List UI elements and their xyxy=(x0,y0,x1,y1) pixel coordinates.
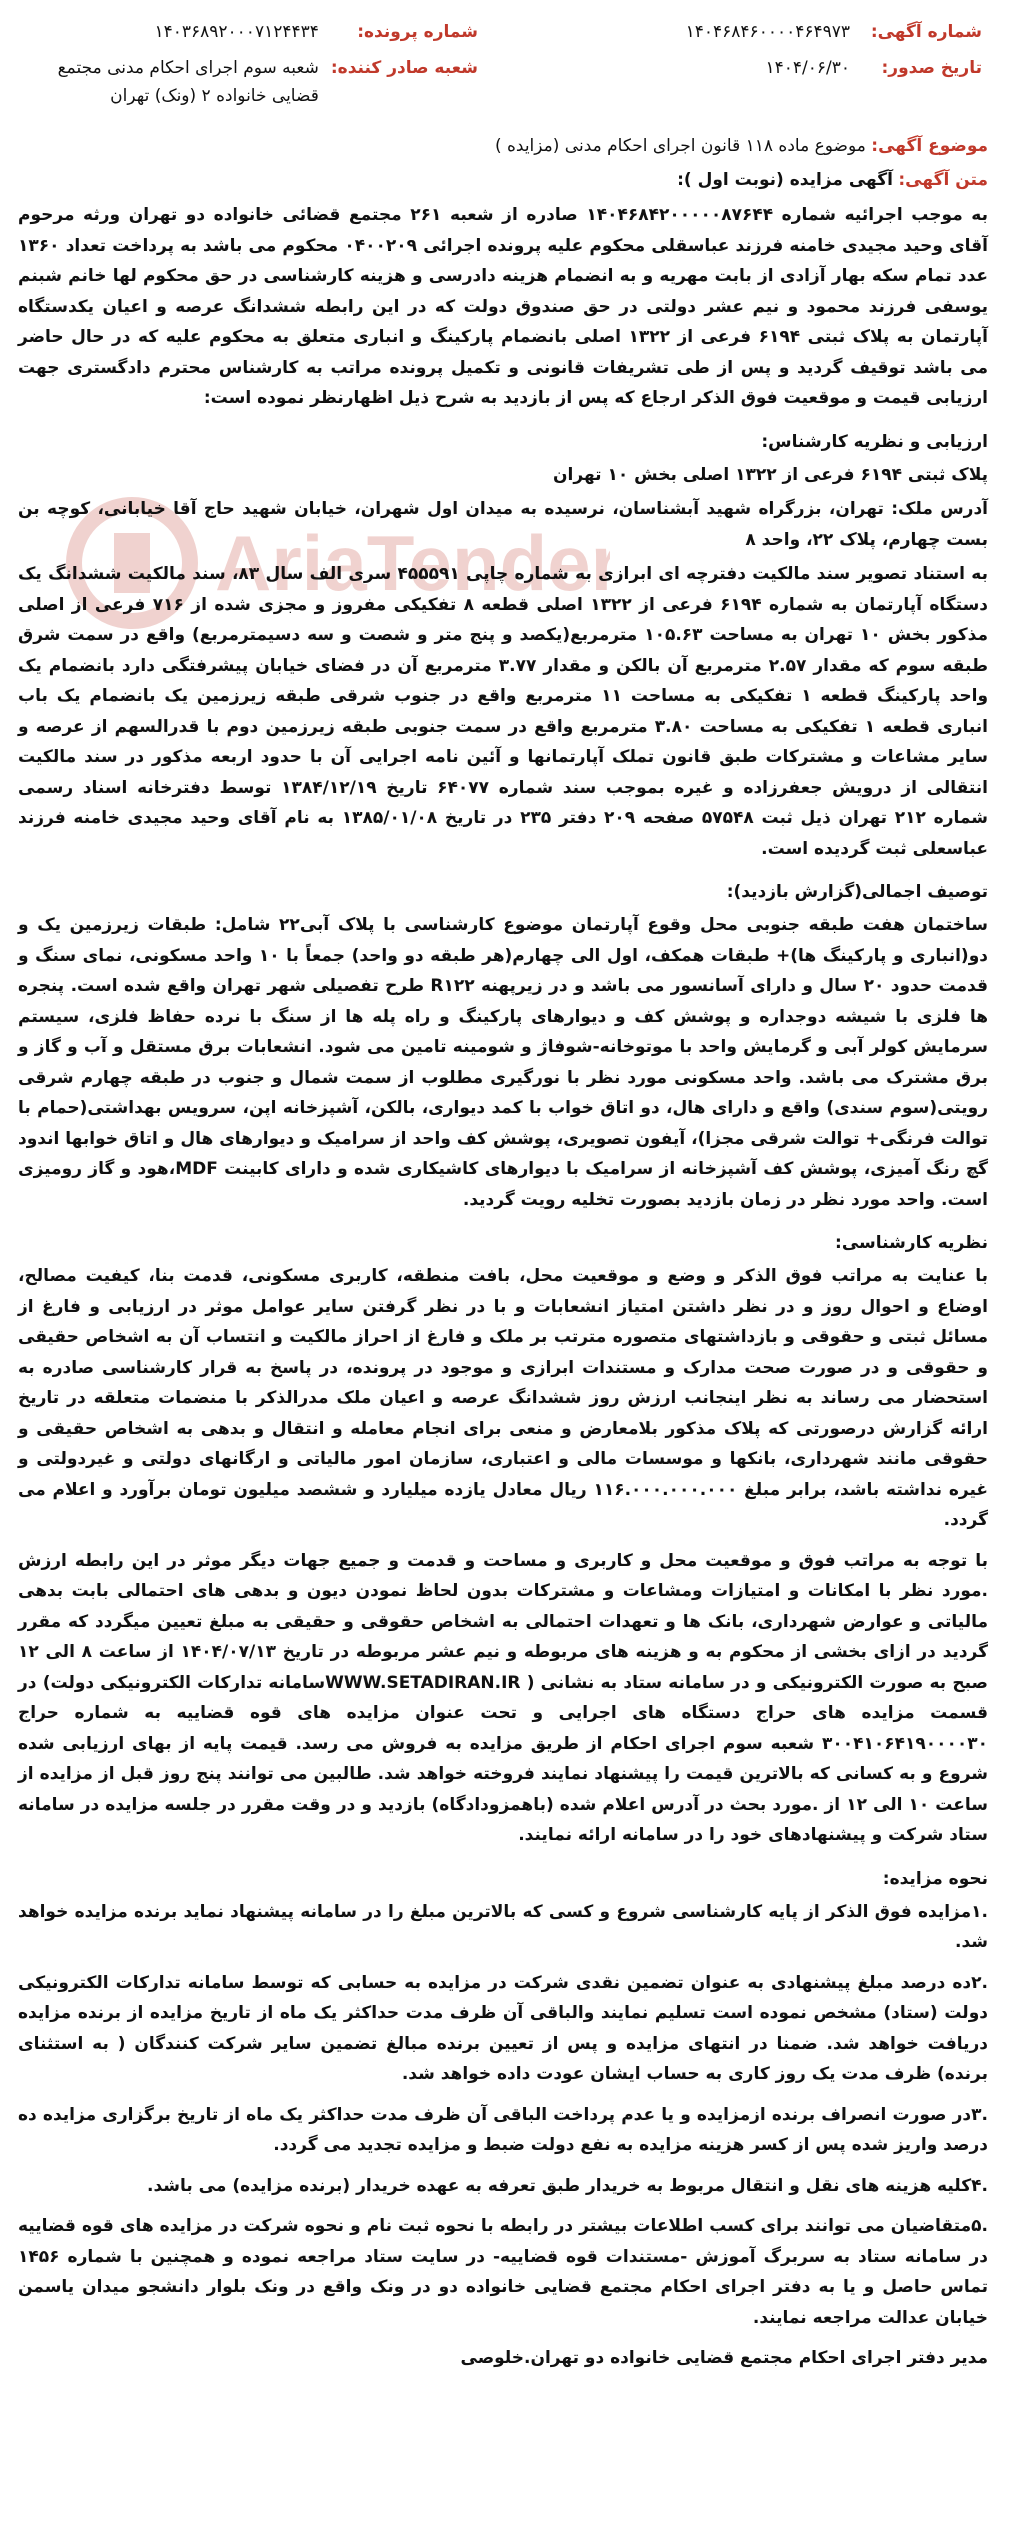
issue-date: ۱۴۰۴/۰۶/۳۰ xyxy=(765,58,850,78)
plaque-paragraph: پلاک ثبتی ۶۱۹۴ فرعی از ۱۳۲۲ اصلی بخش ۱۰ تهران xyxy=(553,464,988,485)
subject-label: موضوع آگهی: xyxy=(871,136,988,156)
case-number-label: شماره پرونده: xyxy=(357,22,478,42)
signature: مدیر دفتر اجرای احکام مجتمع قضایی خانواده دو تهران.خلوصی xyxy=(460,2348,988,2368)
issue-date-label: تاریخ صدور: xyxy=(881,58,982,78)
intro-paragraph: به موجب اجرائیه شماره ۱۴۰۴۶۸۴۲۰۰۰۰۰۸۷۶۴۴ صادره از شعبه ۲۶۱ مجتمع قضائی خانواده دو تهران ورثه مرحوم آقای وحید مجیدی خامنه فرزند عباسقلی محکوم علیه پرونده اجرائی ۰۴۰۰۲۰۹ محکوم می باشد به پرداخت تعداد ۱۳۶۰ عدد تمام سکه بهار آزادی از بابت مهریه و به انضمام هزینه دادرسی و هزینه کارشناسی در حق محکوم لها خانم شبنم یوسفی فرزند محمود و نیم عشر دولتی در حق صندوق دولت که در این رابطه ششدانگ عرصه و اعیان یکدستگاه آپارتمان به پلاک ثبتی ۶۱۹۴ فرعی از ۱۳۲۲ اصلی بانضمام پارکینگ و انباری متعلق به محکوم علیه که در حال حاضر می باشد توقیف گردید و پس از طی تشریفات قانونی و تکمیل پرونده مراتب به کارشناس محترم دادگستری جهت ارزیابی قیمت و موقعیت فوق الذکر ارجاع که پس از بازدید به شرح ذیل اظهارنظر نموده است: xyxy=(18,205,989,408)
procedure-item-4: .۴کلیه هزینه های نقل و انتقال مربوط به خریدار طبق تعرفه به عهده خریدار (برنده مزایده) می باشد. xyxy=(147,2175,988,2196)
description-paragraph: ساختمان هفت طبقه جنوبی محل وقوع آپارتمان موضوع کارشناسی با پلاک آبی۲۲ شامل: طبقات زیرزمین یک و دو(انباری و پارکینگ ها)+ طبقات همکف، اول الی چهارم(هر طبقه دو واحد) جمعاً با ۱۰ واحد مسکونی، نمای سنگ و قدمت حدود ۲۰ سال و دارای آسانسور می باشد و در زیرپهنه R۱۲۲ طرح تفصیلی شهر تهران واقع شده است. پنجره ها فلزی با شیشه دوجداره و پوشش کف و دیوارهای پارکینگ و راه پله ها از سنگ با نرده حفاظ فلزی، سیستم سرمایش کولر آبی و گرمایش واحد با موتوخانه-شوفاژ و شومینه تامین می شود. انشعابات برق مستقل و آب و گاز و برق مشترک می باشد. واحد مسکونی مورد نظر با نورگیری مطلوب از سمت شمال و جنوب در طبقه چهارم شرقی رویتی(سوم سندی) واقع و دارای هال، دو اتاق خواب با کمد دیواری، بالکن، آشپزخانه اپن، سرویس بهداشتی(حمام با توالت فرنگی+ توالت شرقی مجزا)، آیفون تصویری، پوشش کف واحد از سرامیک و دیوارهای هال و اتاق خوابها اندود گچ رنگ آمیزی، پوشش کف آشپزخانه از سرامیک با دیوارهای کاشیکاری شده و دارای کابینت MDF،هود و گاز رومیزی است. واحد مورد نظر در زمان بازدید بصورت تخلیه رویت گردید. xyxy=(18,915,989,1210)
notice-document xyxy=(18,14,988,2529)
text-label: متن آگهی: xyxy=(898,170,988,190)
procedure-item-2: .۲ده درصد مبلغ پیشنهادی به عنوان تضمین نقدی شرکت در مزایده به حسابی که توسط سامانه تدارکات الکترونیکی دولت (ستاد) مشخص نموده است تسلیم نمایند والباقی آن ظرف مدت حداکثر یک ماه از تاریخ مزایده از برنده مزایده دریافت خواهد شد. ضمنا در انتهای مزایده و پس از تعیین برنده مبالغ تضمین سایر شرکت کنندگان ( به استثنای برنده) ظرف مدت یک روز کاری به حساب ایشان عودت داده خواهد شد. xyxy=(18,1972,988,2084)
eval-title: ارزیابی و نظریه کارشناس: xyxy=(761,431,988,452)
text-label-row xyxy=(18,166,988,194)
issuer: شعبه سوم اجرای احکام مدنی مجتمع قضایی خانواده ۲ (ونک) تهران xyxy=(57,58,319,106)
ownership-paragraph: به استناد تصویر سند مالکیت دفترچه ای ابرازی به شماره چاپی ۴۵۵۵۹۱ سری الف سال ۸۳، سند مالکیت ششدانگ یک دستگاه آپارتمان به شماره ۶۱۹۴ فرعی از ۱۳۲۲ اصلی قطعه ۸ تفکیکی مفروز و مجزی شده از ۷۱۶ فرعی از اصلی مذکور بخش ۱۰ تهران به مساحت ۱۰۵.۶۳ مترمربع(یکصد و پنج متر و شصت و سه دسیمترمربع) واقع در سمت شرق طبقه سوم که مقدار ۲.۵۷ مترمربع آن بالکن و مقدار ۳.۷۷ مترمربع آن در فضای خیابان پیشرفتگی دارد بانضمام یک واحد پارکینگ قطعه ۱ تفکیکی به مساحت ۱۱ مترمربع واقع در جنوب شرقی طبقه زیرزمین یک بانضمام یک باب انباری قطعه ۱ تفکیکی به مساحت ۳.۸۰ مترمربع واقع در سمت جنوبی طبقه زیرزمین دوم با قدرالسهم از عرصه و سایر مشاعات و مشترکات طبق قانون تملک آپارتمانها و آئین نامه اجرایی آن با حدود اربعه مذکور در سند مالکیت انتقالی از درویش جعفرزاده و غیره بموجب سند شماره ۶۴۰۷۷ تاریخ ۱۳۸۴/۱۲/۱۹ توسط دفترخانه اسناد رسمی شماره ۲۱۲ تهران ذیل ثبت ۵۷۵۴۸ صفحه ۲۰۹ دفتر ۲۳۵ در تاریخ ۱۳۸۵/۰۱/۰۸ به نام آقای وحید مجیدی خامنه فرزند عباسعلی ثبت گردیده است. xyxy=(18,564,989,859)
watermark-text: AriaTender xyxy=(215,519,610,607)
notice-meta-table xyxy=(18,14,988,114)
subject-row xyxy=(18,132,988,160)
ad-number-label: شماره آگهی: xyxy=(870,22,982,42)
procedure-item-5: .۵متقاضیان می توانند برای کسب اطلاعات بیشتر در رابطه با نحوه ثبت نام و نحوه شرکت در مزایده های قوه قضاییه در سامانه ستاد به سربرگ آموزش -مستندات قوه قضاییه- در سایت ستاد مراجعه نموده و همچنین با شماره ۱۴۵۶ تماس حاصل و یا به دفتر اجرای احکام مجتمع قضایی خانواده دو در ونک واقع در ونک بلوار دانشجو میدان یاسمن خیابان عدالت مراجعه نمایند. xyxy=(18,2216,988,2328)
opinion-paragraph: با عنایت به مراتب فوق الذکر و وضع و موقعیت محل، بافت منطقه، کاربری مسکونی، قدمت بنا، کیفیت مصالح، اوضاع و احوال روز و در نظر داشتن امتیاز انشعابات و با در نظر گرفتن سایر عوامل موثر در ارزیابی و فارغ از مسائل ثبتی و حقوقی و بازداشتهای متصوره مترتب بر ملک و فارغ از احراز مالکیت و انتساب آن به اشخاص حقیقی و حقوقی و در صورت صحت مدارک و مستندات ابرازی و موجود در پرونده، در پاسخ به قرار کارشناسی صادره به استحضار می رساند به نظر اینجانب ارزش روز ششدانگ عرصه و اعیان ملک مدرالذکر با منضمات متعلقه در تاریخ ارائه گزارش درصورتی که پلاک مذکور بلامعارض و منعی برای انجام معامله و انتقال و بدهی به اشخاص حقیقی و حقوقی مانند شهرداری، بانکها و موسسات مالی و اعتباری، سازمان امور مالیاتی و ارگانهای دولتی و غیردولتی و غیره نداشته باشد، برابر مبلغ ۱۱۶.۰۰۰.۰۰۰.۰۰۰ ریال معادل یازده میلیارد و ششصد میلیون تومان برآورد و اعلام می گردد. xyxy=(18,1266,988,1530)
address-paragraph: آدرس ملک: تهران، بزرگراه شهید آبشناسان، نرسیده به میدان اول شهران، خیابان شهید حاج آقا خیابانی، کوچه بن بست چهارم، پلاک ۲۲، واحد ۸ xyxy=(18,499,988,550)
procedure-item-3: .۳در صورت انصراف برنده ازمزایده و یا عدم پرداخت الباقی آن ظرف مدت حداکثر یک ماه از تاریخ برگزاری مزایده ده درصد واریز شده پس از کسر هزینه مزایده به نفع دولت ضبط و مزایده تجدید می گردد. xyxy=(18,2104,988,2155)
ad-number: ۱۴۰۴۶۸۴۶۰۰۰۰۴۶۴۹۷۳ xyxy=(685,22,850,42)
issuer-label: شعبه صادر کننده: xyxy=(330,58,478,78)
meta-row-2 xyxy=(18,50,988,114)
opinion-title: نظریه کارشناسی: xyxy=(835,1233,988,1253)
text-title: آگهی مزایده (نوبت اول ): xyxy=(677,170,893,190)
description-title: توصیف اجمالی(گزارش بازدید): xyxy=(726,882,988,902)
auction-info-paragraph: با توجه به مراتب فوق و موقعیت محل و کاربری و مساحت و قدمت و جمیع جهات دیگر موثر در این رابطه ارزش .مورد نظر با امکانات و امتیازات ومشاعات و مشترکات بدون لحاظ نمودن دیون و بدهی های احتمالی بابت بدهی مالیاتی و عوارض شهرداری، بانک ها و تعهدات احتمالی به اشخاص حقوقی و حقیقی به مبلغ تعیین میگردد که مقرر گردید در ازای بخشی از محکوم به و هزینه های مربوطه و نیم عشر مربوطه در تاریخ ۱۴۰۴/۰۷/۱۳ از ساعت ۸ الی ۱۲ صبح به صورت الکترونیکی و در سامانه ستاد به نشانی ( WWW.SETADIRAN.IRسامانه تدارکات الکترونیکی دولت) در قسمت مزایده های حراج دستگاه های اجرایی و تحت عنوان مزایده های قوه قضاییه به شماره حراج ۳۰۰۴۱۰۶۴۱۹۰۰۰۰۳۰ شعبه سوم اجرای احکام از طریق مزایده به فروش می رسد. قیمت پایه از بهای ارزیابی شده شروع و به کسانی که بالاترین قیمت را پیشنهاد نمایند فروخته خواهد شد. طالبین می توانند پنج روز قبل از مزایده از ساعت ۱۰ الی ۱۲ از .مورد بحث در آدرس اعلام شده (باهمزودادگاه) بازدید و در وقت مقرر در جلسه مزایده در سامانه ستاد شرکت و پیشنهادهای خود را در سامانه ارائه نمایند. xyxy=(18,1550,988,1845)
subject: موضوع ماده ۱۱۸ قانون اجرای احکام مدنی (مزایده ) xyxy=(494,136,866,156)
meta-row-1 xyxy=(18,14,988,50)
procedure-item-1: .۱مزایده فوق الذکر از پایه کارشناسی شروع و کسی که بالاترین مبلغ را در سامانه پیشنهاد نماید برنده مزایده خواهد شد. xyxy=(18,1901,988,1952)
case-number: ۱۴۰۳۶۸۹۲۰۰۰۷۱۲۴۴۳۴ xyxy=(154,22,319,42)
procedure-title: نحوه مزایده: xyxy=(882,1868,988,1889)
